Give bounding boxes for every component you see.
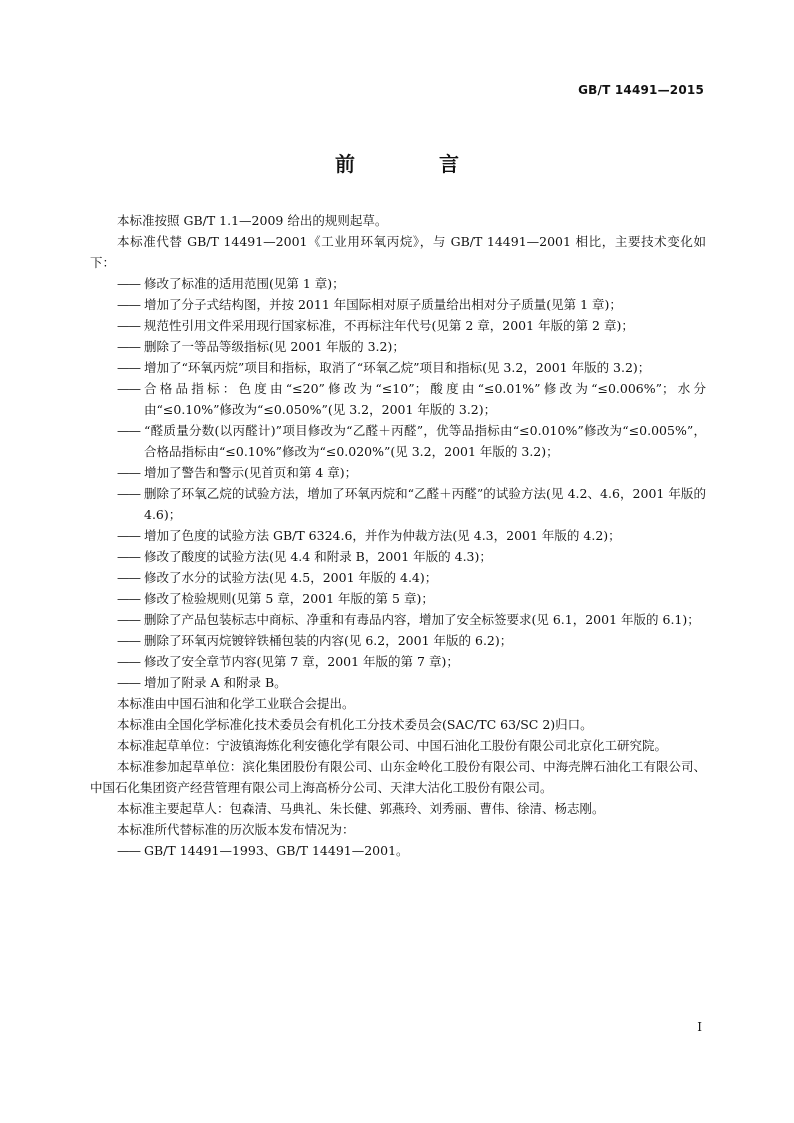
history-text: GB/T 14491—1993、GB/T 14491—2001。 (144, 843, 409, 858)
closing-paragraph: 本标准由中国石油和化学工业联合会提出。 (117, 696, 355, 711)
list-item-text: 删除了产品包装标志中商标、净重和有毒品内容，增加了安全标签要求(见 6.1，2001 年版的 6.1)； (144, 612, 700, 627)
page-number: I (697, 1020, 702, 1034)
list-item (90, 483, 706, 525)
dash-marker: —— (117, 591, 140, 606)
dash-marker: —— (117, 528, 140, 543)
dash-marker: —— (117, 612, 140, 627)
list-item (90, 609, 706, 630)
standard-code: GB/T 14491—2015 (578, 83, 704, 97)
list-item-text: 增加了附录 A 和附录 B。 (144, 675, 287, 690)
list-item (90, 420, 706, 462)
intro-paragraph: 本标准按照 GB/T 1.1—2009 给出的规则起草。 (117, 213, 388, 228)
changes-list (90, 273, 706, 693)
dash-marker: —— (117, 549, 140, 564)
list-item (90, 588, 706, 609)
list-item-text: 增加了色度的试验方法 GB/T 6324.6，并作为仲裁方法(见 4.3，2001 年版的 4.2)； (144, 528, 621, 543)
dash-marker: —— (117, 633, 140, 648)
list-item-text: “醛质量分数(以丙醛计)”项目修改为“乙醛＋丙醛”，优等品指标由“≤0.010%”修改为“≤0.005%”，合格品指标由“≤0.10%”修改为“≤0.020%”(见 3.2，2001 年版的 3.2)； (144, 423, 706, 459)
closing-paragraph: 本标准由全国化学标准化技术委员会有机化工分技术委员会(SAC/TC 63/SC 2)归口。 (117, 717, 593, 732)
list-item-text: 增加了警告和警示(见首页和第 4 章)； (144, 465, 358, 480)
dash-marker: —— (117, 360, 140, 375)
dash-marker: —— (117, 654, 140, 669)
list-item-text: 修改了水分的试验方法(见 4.5，2001 年版的 4.4)； (144, 570, 438, 585)
dash-marker: —— (117, 339, 140, 354)
list-item-text: 修改了检验规则(见第 5 章，2001 年版的第 5 章)； (144, 591, 434, 606)
closing-paragraph: 本标准参加起草单位：滨化集团股份有限公司、山东金岭化工股份有限公司、中海壳牌石油化工有限公司、中国石化集团资产经营管理有限公司上海高桥分公司、天津大沽化工股份有限公司。 (90, 759, 706, 795)
list-item-text: 增加了“环氧丙烷”项目和指标，取消了“环氧乙烷”项目和指标(见 3.2，2001 年版的 3.2)； (144, 360, 651, 375)
dash-marker: —— (117, 318, 140, 333)
list-item (90, 294, 706, 315)
dash-marker: —— (117, 570, 140, 585)
list-item (90, 315, 706, 336)
dash-marker: —— (117, 843, 140, 858)
list-item-text: 删除了一等品等级指标(见 2001 年版的 3.2)； (144, 339, 405, 354)
list-item (90, 336, 706, 357)
list-item-text: 增加了分子式结构图，并按 2011 年国际相对原子质量给出相对分子质量(见第 1 章)； (144, 297, 622, 312)
page-title: 前 言 (335, 152, 491, 176)
list-item (90, 378, 706, 420)
list-item (90, 273, 706, 294)
dash-marker: —— (117, 423, 140, 438)
list-item (90, 672, 706, 693)
list-item-text: 删除了环氧乙烷的试验方法，增加了环氧丙烷和“乙醛＋丙醛”的试验方法(见 4.2、4.6，2001 年版的 4.6)； (144, 486, 706, 522)
dash-marker: —— (117, 465, 140, 480)
history-item (90, 840, 706, 861)
dash-marker: —— (117, 675, 140, 690)
intro-paragraph: 本标准代替 GB/T 14491—2001《工业用环氧丙烷》，与 GB/T 14491—2001 相比，主要技术变化如下： (90, 234, 706, 270)
list-item-text: 修改了酸度的试验方法(见 4.4 和附录 B，2001 年版的 4.3)； (144, 549, 492, 564)
list-item-text: 修改了安全章节内容(见第 7 章，2001 年版的第 7 章)； (144, 654, 459, 669)
list-item (90, 546, 706, 567)
list-item-text: 规范性引用文件采用现行国家标准，不再标注年代号(见第 2 章，2001 年版的第 2 章)； (144, 318, 634, 333)
dash-marker: —— (117, 381, 140, 396)
list-item-text: 合格品指标：色度由“≤20”修改为“≤10”；酸度由“≤0.01%”修改为“≤0.006%”；水分由“≤0.10%”修改为“≤0.050%”(见 3.2，2001 年版的 3.2)； (144, 381, 706, 417)
list-item (90, 462, 706, 483)
list-item (90, 651, 706, 672)
list-item (90, 525, 706, 546)
dash-marker: —— (117, 276, 140, 291)
dash-marker: —— (117, 297, 140, 312)
list-item (90, 630, 706, 651)
list-item (90, 567, 706, 588)
closing-paragraph: 本标准主要起草人：包森清、马典礼、朱长健、郭燕玲、刘秀丽、曹伟、徐清、杨志刚。 (117, 801, 605, 816)
list-item (90, 357, 706, 378)
closing-paragraph: 本标准起草单位：宁波镇海炼化利安德化学有限公司、中国石油化工股份有限公司北京化工研究院。 (117, 738, 668, 753)
closing-paragraph: 本标准所代替标准的历次版本发布情况为： (117, 822, 355, 837)
list-item-text: 修改了标准的适用范围(见第 1 章)； (144, 276, 345, 291)
list-item-text: 删除了环氧丙烷镀锌铁桶包装的内容(见 6.2，2001 年版的 6.2)； (144, 633, 513, 648)
dash-marker: —— (117, 486, 140, 501)
foreword-body (90, 210, 706, 861)
